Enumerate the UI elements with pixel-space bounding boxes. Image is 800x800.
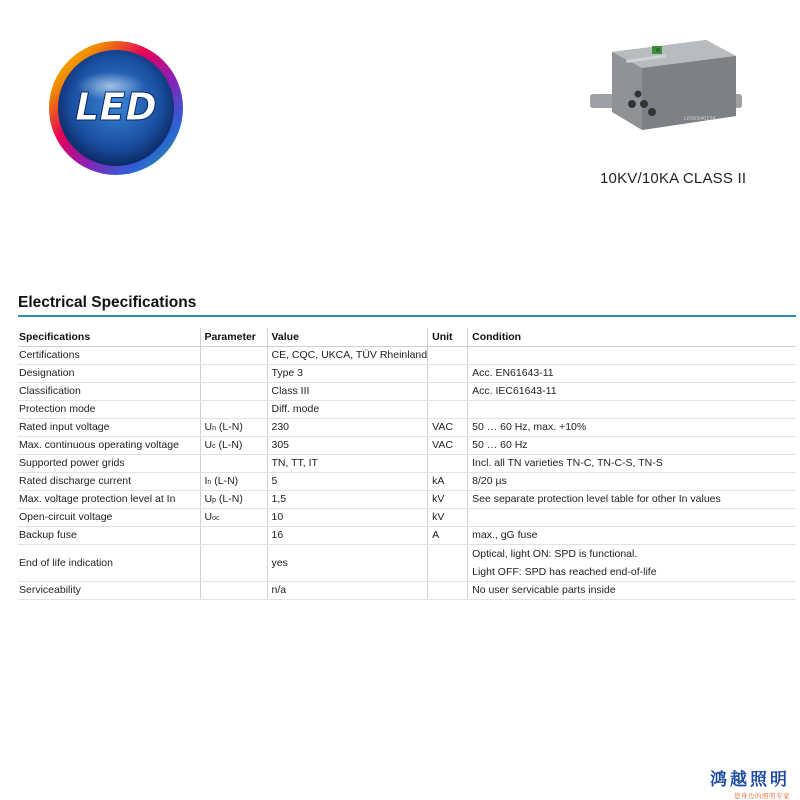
unit-cell: [428, 346, 468, 364]
unit-cell: [428, 364, 468, 382]
brand-footer: [710, 765, 790, 800]
param-cell: [200, 382, 267, 400]
value-cell: Diff. mode: [267, 400, 428, 418]
condition-line: Optical, light ON: SPD is functional.: [472, 547, 638, 560]
spec-cell: Max. voltage protection level at In: [18, 490, 200, 508]
param-subscript: n: [207, 479, 212, 486]
svg-text:LINSIS4010A: LINSIS4010A: [684, 116, 716, 122]
unit-cell: VAC: [428, 436, 468, 454]
param-cell: [200, 346, 267, 364]
condition-cell: [468, 544, 796, 581]
value-cell: Type 3: [267, 364, 428, 382]
value-cell: 5: [267, 472, 428, 490]
value-cell: 230: [267, 418, 428, 436]
condition-line: Light OFF: SPD has reached end-of-life: [472, 565, 657, 578]
condition-cell: No user servicable parts inside: [468, 581, 796, 599]
param-cell: [200, 581, 267, 599]
title-rule: [18, 315, 796, 317]
param-symbol: U: [204, 493, 213, 505]
spec-cell: Max. continuous operating voltage: [18, 436, 200, 454]
spec-cell: Protection mode: [18, 400, 200, 418]
table-row: [18, 400, 796, 418]
header-specifications: Specifications: [18, 328, 200, 346]
condition-cell: [468, 508, 796, 526]
condition-cell: Incl. all TN varieties TN-C, TN-C-S, TN-S: [468, 454, 796, 472]
spec-cell: Open-circuit voltage: [18, 508, 200, 526]
spec-cell: Backup fuse: [18, 526, 200, 544]
param-symbol: U: [204, 439, 213, 451]
unit-cell: [428, 400, 468, 418]
product-caption: 10KV/10KA CLASS II: [600, 170, 747, 187]
condition-cell: 50 … 60 Hz: [468, 436, 796, 454]
header-value: Value: [267, 328, 428, 346]
param-subscript: n: [212, 425, 216, 432]
value-cell: Class III: [267, 382, 428, 400]
param-cell: [200, 364, 267, 382]
table-header-row: [18, 328, 796, 346]
spec-cell: Designation: [18, 364, 200, 382]
table-row: [18, 346, 796, 364]
header-parameter: Parameter: [200, 328, 267, 346]
table-row: [18, 472, 796, 490]
spec-cell: Supported power grids: [18, 454, 200, 472]
spec-cell: Serviceability: [18, 581, 200, 599]
param-cell: [200, 454, 267, 472]
spec-cell: Certifications: [18, 346, 200, 364]
param-qualifier: (L-N): [216, 421, 243, 433]
condition-cell: Acc. IEC61643-11: [468, 382, 796, 400]
table-row-serviceability: [18, 581, 796, 599]
surge-protector-icon: [586, 34, 746, 134]
value-cell: yes: [267, 544, 428, 581]
value-cell: 1,5: [267, 490, 428, 508]
param-cell: [200, 400, 267, 418]
unit-cell: A: [428, 526, 468, 544]
value-cell: CE, CQC, UKCA, TÜV Rheinland: [267, 346, 428, 364]
led-logo-text: LED: [75, 85, 157, 129]
unit-cell: VAC: [428, 418, 468, 436]
param-qualifier: (L-N): [215, 439, 243, 451]
value-cell: TN, TT, IT: [267, 454, 428, 472]
unit-cell: [428, 544, 468, 581]
table-row: [18, 490, 796, 508]
section-title: Electrical Specifications: [18, 294, 197, 311]
param-subscript: p: [212, 497, 216, 504]
condition-cell: [468, 400, 796, 418]
specifications-table: [18, 328, 796, 600]
param-qualifier: (L-N): [211, 475, 239, 487]
brand-tagline: 您身边的照明专家: [734, 792, 790, 800]
table-row: [18, 454, 796, 472]
value-cell: n/a: [267, 581, 428, 599]
param-subscript: oc: [212, 515, 220, 522]
value-cell: 16: [267, 526, 428, 544]
table-row: [18, 508, 796, 526]
param-cell: [200, 544, 267, 581]
param-cell: [200, 472, 267, 490]
unit-cell: kV: [428, 508, 468, 526]
brand-name: 鸿越照明: [710, 770, 790, 790]
condition-cell: 50 … 60 Hz, max. +10%: [468, 418, 796, 436]
param-cell: [200, 508, 267, 526]
param-qualifier: (L-N): [216, 493, 243, 505]
condition-cell: See separate protection level table for other In values: [468, 490, 796, 508]
param-symbol: U: [204, 421, 213, 433]
param-cell: [200, 436, 267, 454]
table-row: [18, 526, 796, 544]
condition-cell: max., gG fuse: [468, 526, 796, 544]
unit-cell: [428, 454, 468, 472]
param-cell: [200, 526, 267, 544]
header-unit: Unit: [428, 328, 468, 346]
table-row: [18, 364, 796, 382]
header-condition: Condition: [468, 328, 796, 346]
table-row: [18, 436, 796, 454]
led-logo-icon: [48, 40, 184, 176]
value-cell: 10: [267, 508, 428, 526]
param-symbol: I: [204, 475, 208, 487]
unit-cell: kV: [428, 490, 468, 508]
param-cell: [200, 490, 267, 508]
condition-cell: Acc. EN61643-11: [468, 364, 796, 382]
spec-cell: Rated input voltage: [18, 418, 200, 436]
table-row: [18, 418, 796, 436]
table-row: [18, 382, 796, 400]
value-cell: 305: [267, 436, 428, 454]
param-subscript: c: [212, 443, 216, 450]
spec-cell: Classification: [18, 382, 200, 400]
unit-cell: [428, 581, 468, 599]
param-cell: [200, 418, 267, 436]
spec-cell: End of life indication: [18, 544, 200, 581]
condition-cell: [468, 346, 796, 364]
unit-cell: kA: [428, 472, 468, 490]
spec-cell: Rated discharge current: [18, 472, 200, 490]
condition-cell: 8/20 µs: [468, 472, 796, 490]
table-row-eol: [18, 544, 796, 581]
unit-cell: [428, 382, 468, 400]
param-symbol: U: [204, 511, 213, 523]
